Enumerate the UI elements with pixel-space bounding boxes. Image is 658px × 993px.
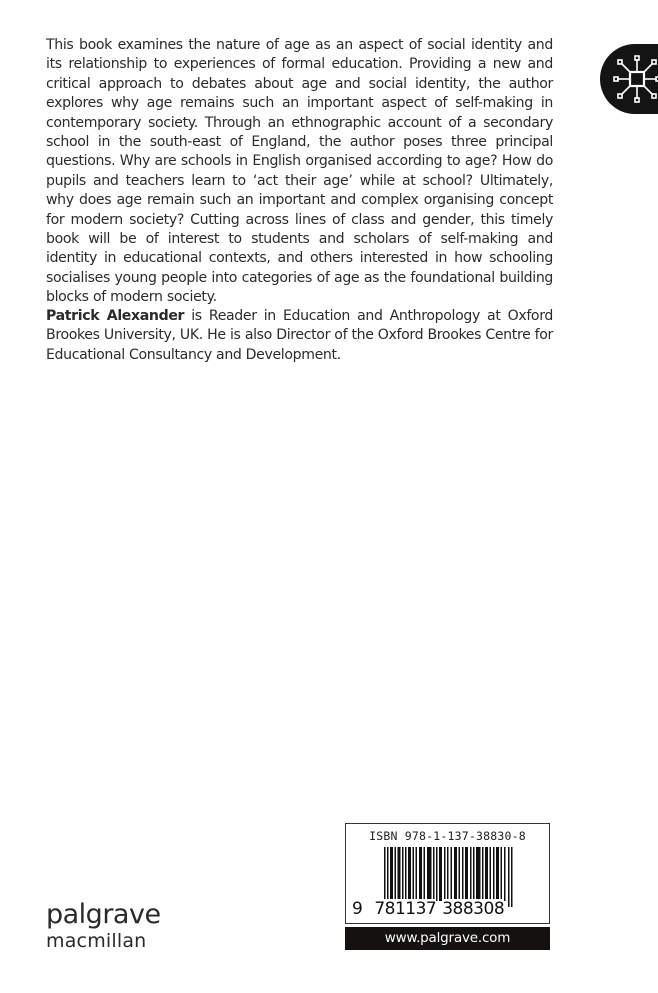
publisher-name-line2: macmillan	[46, 930, 147, 952]
book-description: This book examines the nature of age as an aspect of social identity and its relationship to experiences of formal education. Providing a new and critical approach to debates about age and social identity, the author explores why age remains such an important aspect of self-making in contemporary society. Through an ethnographic account of a secondary school in the south-east of England, the author poses three principal questions. Why are schools in English organised according to age? How do pupils and teachers learn to ‘act their age’ while at school? Ultimately, why does age remain such an important and complex organising concept for modern society? Cutting across lines of class and gender, this timely book will be of interest to students and scholars of self-making and identity in educational contexts, and others interested in how schooling socialises young people into categories of age as the foundational building blocks of modern society.	[46, 37, 553, 306]
publisher-logo	[46, 900, 161, 952]
isbn-barcode-box	[345, 823, 550, 924]
isbn-digits-group2: 388308	[442, 899, 505, 919]
author-name: Patrick Alexander	[46, 308, 185, 324]
author-bio	[46, 307, 553, 365]
isbn-digit-lead: 9	[352, 899, 363, 919]
series-logo-badge	[600, 44, 658, 114]
isbn-digits-group1: 781137	[374, 899, 437, 919]
isbn-digits	[352, 899, 504, 919]
isbn-label: ISBN 978-1-137-38830-8	[369, 829, 526, 843]
barcode-icon	[384, 847, 514, 907]
publisher-name-line1: palgrave	[46, 899, 161, 930]
publisher-website: www.palgrave.com	[345, 927, 550, 950]
author-bio-text: is Reader in Education and Anthropology at Oxford Brookes University, UK. He is also Director of the Oxford Brookes Centre for Educational Consultancy and Development.	[46, 308, 553, 363]
network-node-icon	[611, 53, 658, 105]
